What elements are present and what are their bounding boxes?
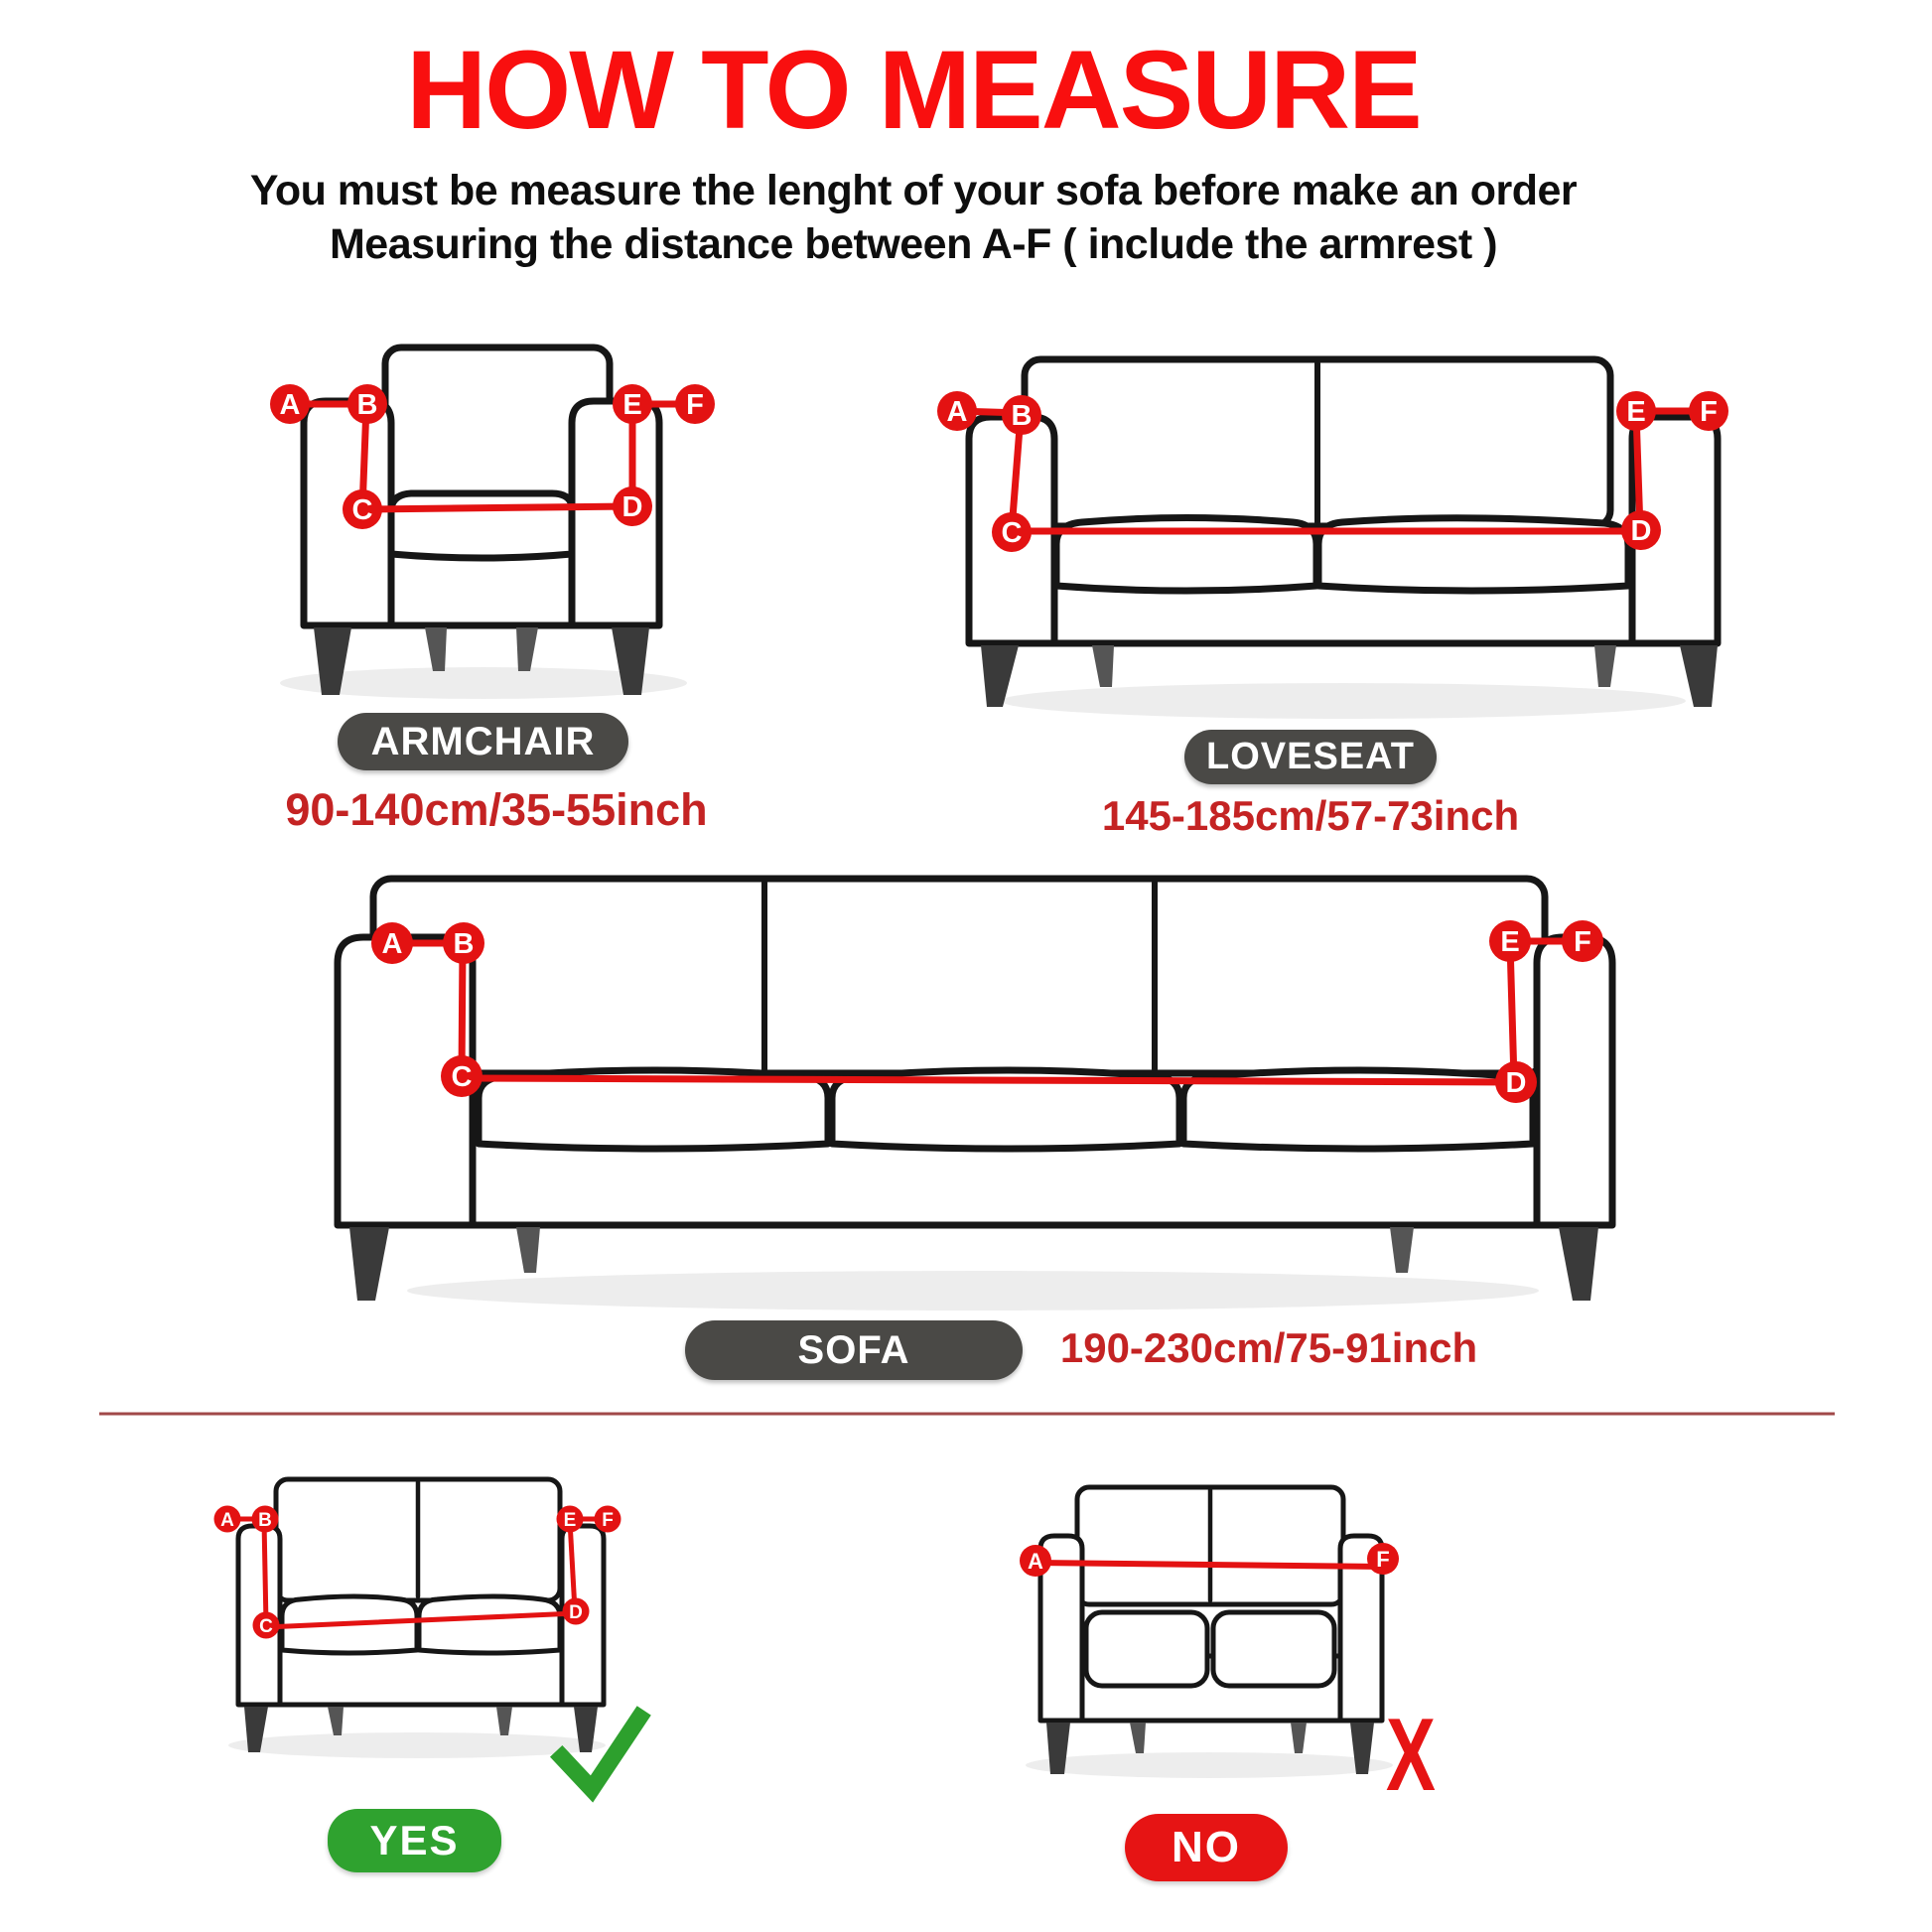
measure-point-c — [253, 1612, 280, 1639]
loveseat-shadow — [1001, 683, 1686, 719]
svg-text:B: B — [1011, 400, 1033, 432]
svg-text:B: B — [258, 1510, 272, 1531]
measure-point-c — [992, 512, 1032, 552]
incorrect-example-figure — [1020, 1487, 1436, 1813]
svg-text:E: E — [1500, 926, 1520, 958]
armchair-leg — [516, 627, 538, 671]
svg-text:A: A — [279, 389, 301, 421]
svg-text:F: F — [1376, 1547, 1390, 1572]
svg-text:A: A — [220, 1510, 234, 1531]
measure-point-a — [1020, 1545, 1051, 1577]
measure-point-c — [343, 489, 382, 529]
sofa-leg — [1390, 1227, 1414, 1273]
measure-point-e — [1616, 391, 1656, 431]
measure-point-b — [252, 1506, 279, 1533]
x-mark-icon: X — [1386, 1698, 1436, 1813]
measure-point-a — [937, 391, 977, 431]
loveseat-size-range: 145-185cm/57-73inch — [1101, 792, 1520, 839]
measure-point-e — [1489, 920, 1531, 962]
armchair-label-pill: ARMCHAIR — [338, 713, 628, 770]
correct-example-figure — [214, 1479, 640, 1789]
yes-sofa-seat-cushion — [419, 1596, 560, 1653]
measure-point-f — [675, 384, 715, 424]
measure-point-c — [441, 1055, 483, 1097]
loveseat-figure — [937, 359, 1728, 719]
no-sofa-seat-cushion — [1086, 1612, 1207, 1686]
loveseat-leg — [1092, 645, 1114, 687]
svg-text:A: A — [381, 928, 403, 960]
svg-text:A: A — [1028, 1549, 1043, 1574]
measure-point-b — [443, 922, 484, 964]
measure-point-f — [1562, 920, 1603, 962]
svg-text:F: F — [1700, 396, 1718, 428]
measure-point-d — [563, 1598, 590, 1625]
sofa-leg — [349, 1227, 389, 1301]
yes-pill: YES — [328, 1809, 501, 1872]
measure-point-f — [1689, 391, 1728, 431]
measure-point-f — [595, 1506, 621, 1533]
svg-text:D: D — [1630, 515, 1652, 547]
measure-point-a — [371, 922, 413, 964]
svg-text:F: F — [686, 389, 704, 421]
measure-point-e — [557, 1506, 584, 1533]
sofa-leg — [1559, 1227, 1598, 1301]
svg-text:C: C — [1001, 517, 1023, 549]
measure-point-e — [613, 384, 652, 424]
armchair-seat-cushion — [391, 493, 572, 558]
no-sofa-shadow — [1026, 1752, 1393, 1778]
svg-text:C: C — [451, 1061, 473, 1093]
sofa-figure — [338, 879, 1612, 1311]
measure-point-b — [1002, 395, 1041, 435]
page-title: HOW TO MEASURE — [406, 28, 1421, 152]
subtitle-line-1: You must be measure the lenght of your sofa before make an order — [249, 167, 1578, 214]
sofa-right-arm — [1537, 937, 1612, 1225]
measure-point-a — [214, 1506, 241, 1533]
sofa-size-range: 190-230cm/75-91inch — [1059, 1324, 1478, 1371]
svg-text:E: E — [622, 389, 642, 421]
yes-sofa-leg — [328, 1707, 344, 1735]
svg-text:D: D — [569, 1602, 583, 1623]
measure-point-f — [1367, 1543, 1399, 1575]
loveseat-base — [969, 582, 1718, 643]
svg-text:F: F — [1574, 926, 1591, 958]
sofa-shadow — [407, 1271, 1539, 1311]
sofa-leg — [516, 1227, 540, 1273]
measure-point-b — [347, 384, 387, 424]
yes-sofa-base — [238, 1648, 604, 1705]
subtitle-line-2: Measuring the distance between A-F ( include the armrest ) — [329, 220, 1498, 268]
armchair-leg — [425, 627, 447, 671]
no-sofa-seat-cushion — [1213, 1612, 1334, 1686]
yes-sofa-leg — [496, 1707, 512, 1735]
svg-text:A: A — [946, 396, 968, 428]
svg-text:E: E — [563, 1510, 577, 1531]
sofa-label-pill: SOFA — [685, 1320, 1023, 1380]
armchair-size-range: 90-140cm/35-55inch — [285, 784, 708, 835]
no-sofa-leg — [1130, 1723, 1146, 1753]
svg-text:E: E — [1626, 396, 1646, 428]
measure-point-a — [270, 384, 310, 424]
armchair-figure — [270, 347, 715, 699]
sofa-base — [338, 1140, 1612, 1225]
yes-sofa-shadow — [228, 1732, 606, 1758]
loveseat-label-pill: LOVESEAT — [1184, 730, 1437, 784]
measure-point-d — [1621, 510, 1661, 550]
loveseat-leg — [1594, 645, 1616, 687]
measure-point-d — [613, 486, 652, 526]
svg-text:C: C — [351, 494, 373, 526]
loveseat-leg — [1680, 645, 1718, 707]
svg-text:F: F — [602, 1510, 614, 1531]
checkmark-icon — [562, 1718, 639, 1789]
no-sofa-leg — [1291, 1723, 1307, 1753]
no-pill: NO — [1125, 1814, 1288, 1881]
svg-text:C: C — [259, 1616, 273, 1637]
svg-text:B: B — [453, 928, 475, 960]
svg-text:B: B — [356, 389, 378, 421]
sofa-backrest — [373, 879, 1545, 1073]
svg-text:D: D — [1505, 1067, 1527, 1099]
svg-text:D: D — [621, 491, 643, 523]
measure-point-d — [1495, 1061, 1537, 1103]
